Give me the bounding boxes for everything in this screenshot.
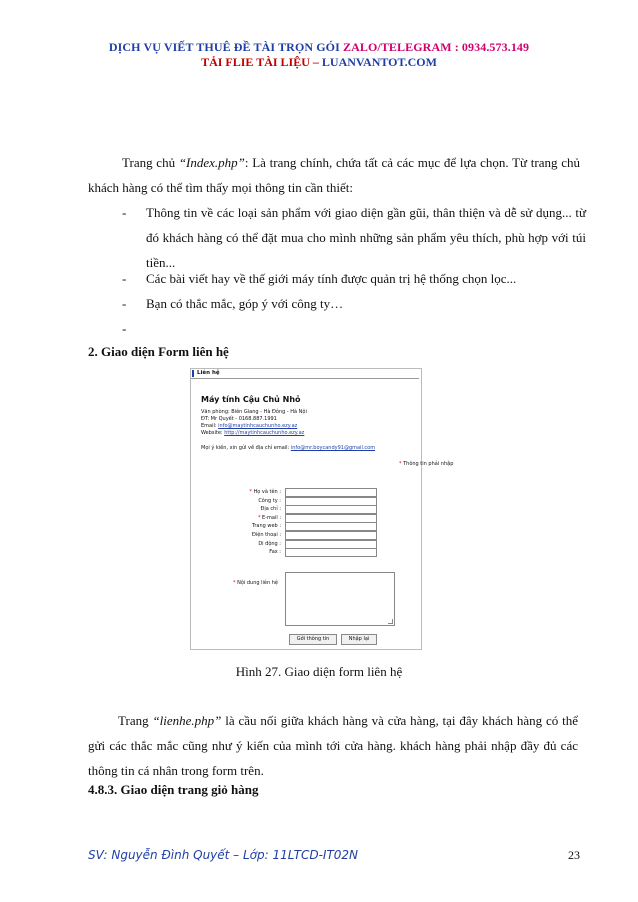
lienhe-paragraph [88, 708, 578, 783]
header-line-2 [0, 55, 638, 70]
email-link[interactable]: info@maytinhcauchunho.ezy.az [218, 423, 298, 429]
contact-email-link[interactable]: info@mr.boycandy91@gmail.com [290, 445, 376, 451]
bullet-text: Các bài viết hay về thế giới máy tính được quản trị hệ thống chọn lọc... [146, 271, 517, 286]
message-textarea[interactable] [285, 572, 395, 626]
resize-grip-icon[interactable] [388, 619, 393, 624]
contact-prompt-text: Mọi ý kiến, xin gửi về địa chỉ email: [201, 445, 291, 451]
bullet-dash: - [122, 321, 127, 336]
lienhe-file: “lienhe.php” [152, 713, 222, 728]
website-link[interactable]: http://maytinhcauchunho.ezy.az [224, 430, 305, 436]
lienhe-lead: Trang [118, 713, 153, 728]
contact-form-image [190, 368, 454, 650]
field-input[interactable] [285, 548, 377, 557]
figure-caption: Hình 27. Giao diện form liên hệ [235, 664, 403, 679]
intro-lead: Trang chủ [122, 155, 179, 170]
section-heading: 2. Giao diện Form liên hệ [88, 344, 229, 359]
field-label-text: Fax : [269, 549, 281, 556]
company-address: Văn phòng: Biên Giang - Hà Đông - Hà Nội [201, 409, 307, 415]
field-label-text: Di động : [258, 540, 281, 547]
field-label-text: E-mail : [262, 514, 281, 521]
field-label-text: Họ và tên : [253, 489, 281, 495]
required-star: * [257, 514, 261, 521]
send-button[interactable]: Gởi thông tin [289, 634, 337, 645]
field-label-text: Công ty : [258, 497, 281, 504]
reset-button[interactable]: Nhập lại [341, 634, 377, 645]
header-download-text: TẢI FLIE TÀI LIỆU – [201, 55, 322, 69]
bullet-item [122, 316, 586, 341]
field-label [193, 541, 281, 547]
required-star: * [399, 461, 402, 467]
email-label: Email: [201, 423, 219, 429]
form-title-bar [191, 369, 419, 379]
field-label [193, 498, 281, 504]
page-number: 23 [568, 848, 580, 862]
subsection-heading: 4.8.3. Giao diện trang giỏ hàng [88, 782, 259, 797]
footer-author: SV: Nguyễn Đình Quyết – Lớp: 11LTCD-IT02N [88, 848, 359, 862]
field-label [193, 532, 281, 538]
bullet-dash: - [122, 296, 127, 311]
required-star: * [232, 580, 236, 586]
message-label-text: Nội dung liên hệ [237, 580, 278, 586]
intro-paragraph [88, 150, 580, 200]
header-site-link[interactable]: LUANVANTOT.COM [321, 55, 437, 69]
website-label: Website: [201, 430, 225, 436]
bullet-text: Bạn có thắc mắc, góp ý với công ty… [146, 296, 344, 311]
header-line-1 [0, 40, 638, 55]
intro-rest: : Là trang chính, chứa tất cả các mục để lựa chọn. Từ trang chủ khách hàng có thể tìm thấy mọi thông tin cần thiết: [88, 155, 580, 195]
company-phone: ĐT: Mr Quyết - 0168.887.1991 [201, 416, 277, 422]
header-service-text: DỊCH VỤ VIẾT THUÊ ĐỀ TÀI TRỌN GÓI [108, 40, 343, 54]
field-label [193, 506, 281, 512]
message-label [193, 580, 278, 586]
company-email [201, 423, 297, 429]
bullet-dash: - [122, 205, 127, 220]
field-label-text: Điện thoại : [251, 532, 281, 538]
title-marker [192, 370, 194, 377]
intro-file: “Index.php” [178, 155, 245, 170]
bullet-dash: - [122, 271, 127, 286]
field-label-text: Địa chỉ : [260, 506, 281, 513]
form-title: Liên hệ [197, 370, 220, 376]
lienhe-rest: là cầu nối giữa khách hàng và cửa hàng, tại đây khách hàng có thể gửi các thắc mắc cũng như ý kiến của mình tới cửa hàng. khách hàng phải nhập đầy đủ các thông tin cá nhân trong form trên. [88, 713, 578, 778]
required-note-text: Thông tin phải nhập [403, 461, 454, 467]
company-name: Máy tính Cậu Chủ Nhỏ [201, 395, 301, 404]
field-label-text: Trang web : [252, 523, 281, 530]
field-label [193, 515, 281, 521]
field-label [193, 549, 281, 555]
field-label [193, 523, 281, 529]
contact-prompt [201, 445, 375, 451]
bullet-text: Thông tin về các loại sản phẩm với giao diện gần gũi, thân thiện và dễ sử dụng... từ đó khách hàng có thể đặt mua cho mình những sản phẩm yêu thích, phù hợp với túi tiền... [146, 205, 586, 270]
bullet-item [122, 200, 586, 275]
required-note [399, 461, 453, 467]
header-contact-text: ZALO/TELEGRAM : 0934.573.149 [342, 40, 530, 54]
company-website [201, 430, 304, 436]
required-star: * [249, 489, 252, 495]
field-label [193, 489, 281, 495]
bullet-item [122, 291, 586, 316]
bullet-item [122, 266, 586, 291]
